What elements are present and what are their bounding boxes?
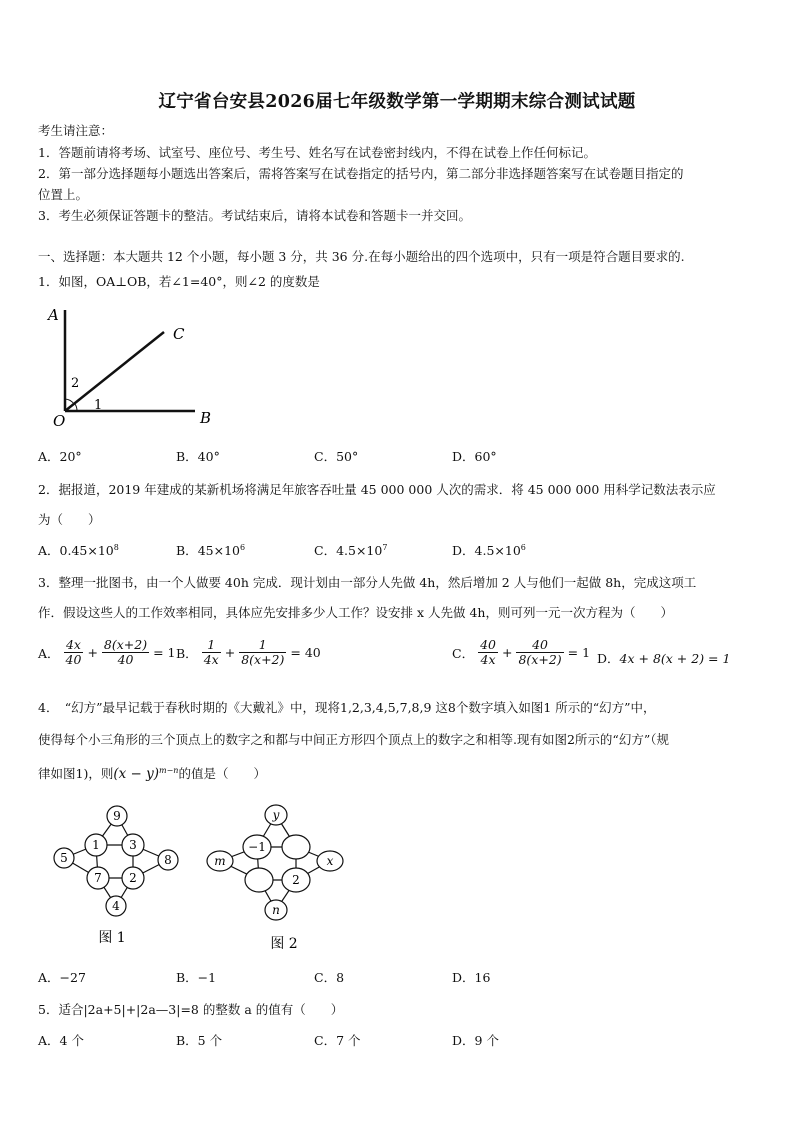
q2-option-c-label: C． [314,543,337,558]
q3-c-frac1-num: 40 [480,637,496,652]
q4-power-exponent: m−n [159,765,179,775]
q3-a-plus: + [87,645,98,661]
label-angle-1: 1 [94,398,103,413]
q4-line-3-pre: 律如图1)，则 [38,766,114,781]
q2-option-b-mantissa: 45×10 [197,543,240,558]
q3-a-frac1-den: 40 [65,652,82,668]
q3-line-1: 3．整理一批图书，由一个人做要 40h 完成．现计划由一部分人先做 4h，然后增加 2 人与他们一起做 8h，完成这项工 [38,575,697,590]
label-angle-2: 2 [71,376,80,391]
section-heading: 一、选择题：本大题共 12 个小题，每小题 3 分，共 36 分.在每小题给出的四个选项中，只有一项是符合题目要求的. [38,249,685,264]
ray-oc [65,332,164,411]
q3-line-2: 作．假设这些人的工作效率相同，具体应先安排多少人工作？设安排 x 人先做 4h，则可列一元一次方程为（ ） [38,605,673,620]
q3-option-a [38,638,176,668]
fig1-value-top: 9 [113,809,121,823]
q3-option-c [452,638,590,668]
notice-item-1: 1．答题前请将考场、试室号、座位号、考生号、姓名写在试卷密封线内，不得在试卷上作任何标记。 [38,145,596,160]
q5-option-d: D．9 个 [452,1033,499,1048]
q2-line-2: 为（ ） [38,512,101,527]
q4-option-c: C．8 [314,970,345,985]
q2-option-b-label: B． [176,543,198,558]
q3-a-rhs: = 1 [153,645,176,661]
label-b: B [200,409,212,427]
q5-option-b: B．5 个 [176,1033,223,1048]
q3-c-frac1-den: 4x [480,652,496,668]
fig1-caption: 图 1 [98,930,126,946]
fig2-value-lr: 2 [292,873,300,887]
q2-option-d-label: D． [452,543,475,558]
fig1-value-ur: 3 [129,838,137,852]
notice-item-3: 3．考生必须保证答题卡的整洁。考试结束后，请将本试卷和答题卡一并交回。 [38,208,471,223]
notice-item-2-cont: 位置上。 [38,187,89,202]
q2-option-a-mantissa: 0.45×10 [59,543,114,558]
q3-option-a-label: A． [38,645,60,661]
q2-option-c [314,541,387,559]
q3-a-frac2-den: 40 [117,652,134,668]
q3-option-b-label: B． [176,645,198,661]
q4-option-d: D．16 [452,970,491,985]
magic-square-figure-2 [200,800,350,955]
q1-option-c: C．50° [314,449,359,464]
fig2-node-ur [282,835,310,859]
notice-heading: 考生请注意： [38,123,114,138]
page-title: 辽宁省台安县2026届七年级数学第一学期期末综合测试试题 [158,92,636,112]
label-a: A [48,306,59,324]
q4-option-b: B．−1 [176,970,217,985]
q1-option-d: D．60° [452,449,497,464]
q4-line-1: 4． “幻方”最早记载于春秋时期的《大戴礼》中，现将1,2,3,4,5,7,8,9 这8个数字填入如图1 所示的“幻方”中， [38,700,656,715]
q2-option-b [176,541,245,559]
q4-line-2: 使得每个小三角形的三个顶点上的数字之和都与中间正方形四个顶点上的数字之和相等.现有如图2所示的“幻方”（规 [38,732,669,747]
q3-c-frac2-den: 8(x+2) [518,652,562,668]
q3-option-b [176,638,321,668]
fig1-value-ul: 1 [92,838,100,852]
q1-angle-figure [40,298,230,433]
fig1-value-lr: 2 [129,871,137,885]
q3-a-frac2-num: 8(x+2) [103,637,148,652]
q2-option-c-exp: 7 [382,542,388,552]
q2-option-a-label: A． [38,543,60,558]
q2-option-d-mantissa: 4.5×10 [474,543,521,558]
label-c: C [173,325,185,343]
fig2-value-bottom: n [272,903,280,917]
magic-square-figure-1 [44,800,189,950]
fig1-value-ll: 7 [94,871,102,885]
q4-line-3-post: 的值是（ ） [178,766,266,781]
q1-option-b: B．40° [176,449,220,464]
fig2-node-ll [245,868,273,892]
q4-power-base: (x − y) [113,766,160,782]
q5-stem: 5．适合|2a+5|+|2a—3|=8 的整数 a 的值有（ ） [38,1002,344,1017]
q2-option-d-exp: 6 [520,542,526,552]
q3-c-plus: + [501,645,513,661]
q4-line-3 [38,764,266,782]
q1-stem: 1．如图，OA⊥OB，若∠1=40°，则∠2 的度数是 [38,274,320,289]
q2-option-a [38,541,119,559]
fig2-value-ul: −1 [248,840,266,854]
q3-b-plus: + [224,645,236,661]
q2-option-c-mantissa: 4.5×10 [336,543,383,558]
q3-c-rhs: = 1 [567,645,591,661]
fig1-value-left: 5 [60,851,68,865]
q3-b-rhs: = 40 [290,645,321,661]
q5-option-a: A．4 个 [38,1033,84,1048]
q4-option-a: A．−27 [38,970,86,985]
fig2-value-top: y [272,808,280,822]
fig2-value-right: x [326,854,334,868]
q3-option-d-label: D． [597,651,620,666]
q3-b-frac2-den: 8(x+2) [241,652,285,668]
q1-option-a: A．20° [38,449,82,464]
fig2-caption: 图 2 [270,936,298,952]
q3-c-frac2-num: 40 [516,638,563,653]
fig1-value-right: 8 [164,853,172,867]
q3-a-frac1-num: 4x [64,638,84,653]
q2-option-b-exp: 6 [239,542,246,552]
q3-option-d-expr: 4x + 8(x + 2) = 1 [619,651,731,666]
label-o: O [53,412,66,430]
q5-option-c: C．7 个 [314,1033,361,1048]
q2-line-1: 2．据报道，2019 年建成的某新机场将满足年旅客吞吐量 45 000 000 人次的需求．将 45 000 000 用科学记数法表示应 [38,482,716,497]
angle-arc-2 [65,399,74,404]
fig2-value-left: m [214,854,226,868]
q3-option-c-label: C． [452,645,475,661]
notice-item-2: 2．第一部分选择题每小题选出答案后，需将答案写在试卷指定的括号内，第二部分非选择题答案写在试卷题目指定的 [38,166,684,181]
fig1-value-bottom: 4 [112,899,120,913]
q3-option-d [597,649,730,667]
q3-b-frac1-num: 1 [202,638,221,653]
q2-option-a-exp: 8 [113,542,119,552]
q3-b-frac1-den: 4x [203,652,219,668]
q3-b-frac2-num: 1 [239,638,286,653]
q2-option-d [452,541,526,559]
